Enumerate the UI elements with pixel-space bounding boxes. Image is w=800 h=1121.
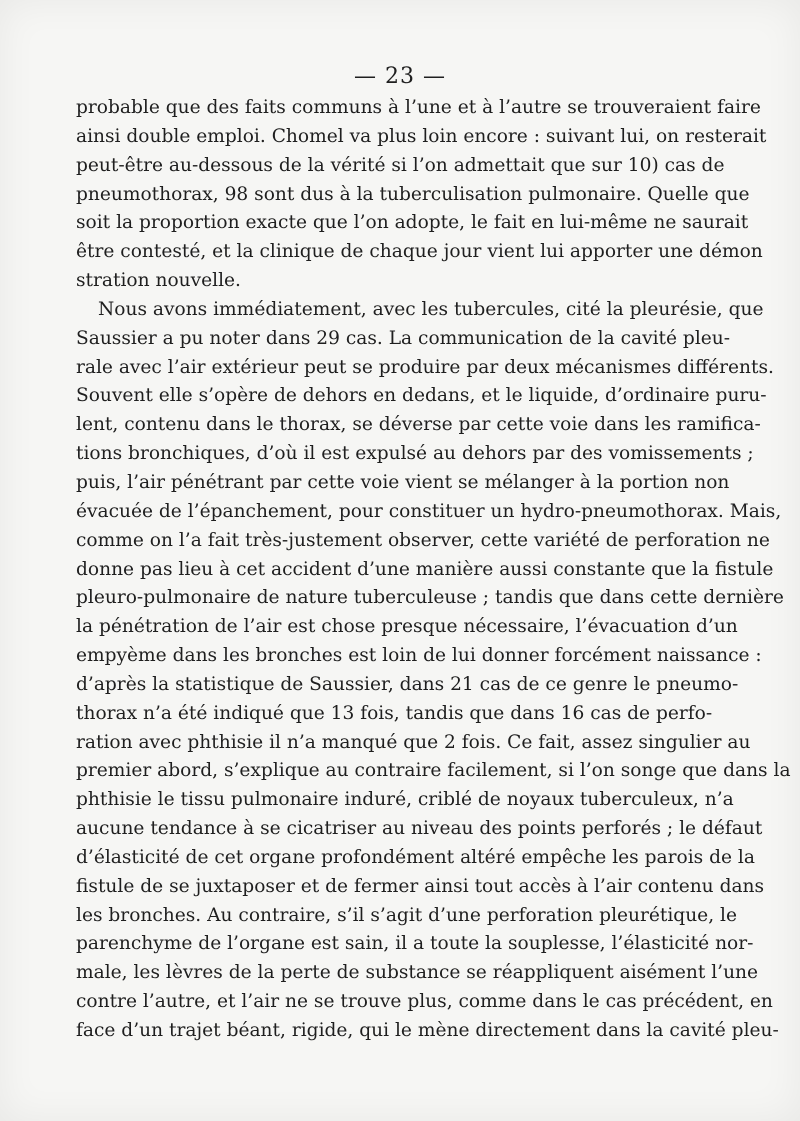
text-line: aucune tendance à se cicatriser au niveau des points perforés ; le défaut xyxy=(76,818,763,840)
text-line: ainsi double emploi. Chomel va plus loin encore : suivant lui, on resterait xyxy=(76,125,767,147)
text-line: pneumothorax, 98 sont dus à la tuberculisation pulmonaire. Quelle que xyxy=(76,183,750,205)
text-line: puis, l’air pénétrant par cette voie vient se mélanger à la portion non xyxy=(76,471,730,493)
text-line: comme on l’a fait très-justement observer, cette variété de perforation ne xyxy=(76,529,770,551)
text-line: être contesté, et la clinique de chaque jour vient lui apporter une démon xyxy=(76,241,763,263)
text-line: donne pas lieu à cet accident d’une manière aussi constante que la fistule xyxy=(76,558,774,580)
text-line: phthisie le tissu pulmonaire induré, criblé de noyaux tuberculeux, n’a xyxy=(76,789,734,811)
text-line: contre l’autre, et l’air ne se trouve plus, comme dans le cas précédent, en xyxy=(76,991,773,1013)
text-line: fistule de se juxtaposer et de fermer ainsi tout accès à l’air contenu dans xyxy=(76,875,765,897)
text-line: pleuro-pulmonaire de nature tuberculeuse ; tandis que dans cette dernière xyxy=(76,587,784,609)
paragraph-start-line: Nous avons immédiatement, avec les tubercules, cité la pleurésie, que xyxy=(98,298,764,320)
text-line: empyème dans les bronches est loin de lui donner forcément naissance : xyxy=(76,645,762,667)
text-line: thorax n’a été indiqué que 13 fois, tandis que dans 16 cas de perfo- xyxy=(76,702,713,724)
text-line: d’après la statistique de Saussier, dans 21 cas de ce genre le pneumo- xyxy=(76,673,739,695)
text-line: stration nouvelle. xyxy=(76,270,241,292)
text-line: la pénétration de l’air est chose presque nécessaire, l’évacuation d’un xyxy=(76,616,738,638)
text-line: lent, contenu dans le thorax, se déverse par cette voie dans les ramifica- xyxy=(76,414,761,436)
text-line: parenchyme de l’organe est sain, il a toute la souplesse, l’élasticité nor- xyxy=(76,933,754,955)
text-line: premier abord, s’explique au contraire facilement, si l’on songe que dans la xyxy=(76,760,791,782)
text-line: probable que des faits communs à l’une et à l’autre se trouveraient faire xyxy=(76,97,761,118)
text-line: male, les lèvres de la perte de substance se réappliquent aisément l’une xyxy=(76,962,759,984)
body-text xyxy=(76,94,791,1046)
text-line: tions bronchiques, d’où il est expulsé au dehors par des vomissements ; xyxy=(76,443,754,465)
text-line: ration avec phthisie il n’a manqué que 2 fois. Ce fait, assez singulier au xyxy=(76,731,751,753)
page-number: — 23 — xyxy=(354,64,446,89)
text-line: face d’un trajet béant, rigide, qui le mène directement dans la cavité pleu- xyxy=(76,1020,779,1041)
text-line: rale avec l’air extérieur peut se produire par deux mécanismes différents. xyxy=(76,356,774,378)
text-line: les bronches. Au contraire, s’il s’agit d’une perforation pleurétique, le xyxy=(76,904,737,926)
text-line: d’élasticité de cet organe profondément altéré empêche les parois de la xyxy=(76,846,755,868)
text-line: soit la proportion exacte que l’on adopte, le fait en lui-même ne saurait xyxy=(76,212,749,234)
text-line: Souvent elle s’opère de dehors en dedans, et le liquide, d’ordinaire puru- xyxy=(76,385,767,407)
text-line: Saussier a pu noter dans 29 cas. La communication de la cavité pleu- xyxy=(76,327,731,349)
text-line: évacuée de l’épanchement, pour constituer un hydro-pneumothorax. Mais, xyxy=(76,500,782,522)
text-line: peut-être au-dessous de la vérité si l’on admettait que sur 10) cas de xyxy=(76,154,725,176)
